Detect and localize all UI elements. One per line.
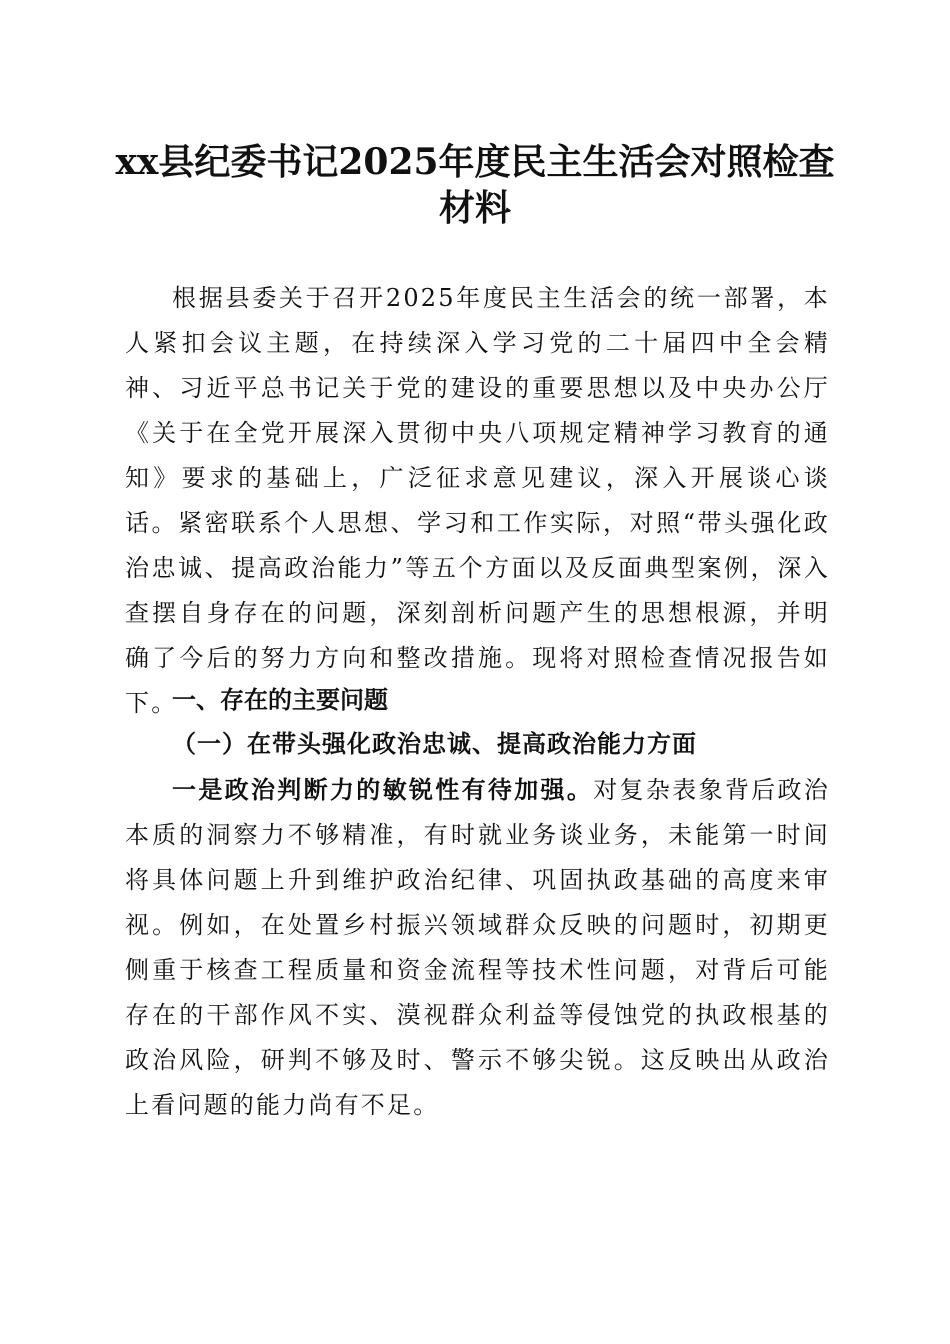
problem-point-1-body: 对复杂表象背后政治本质的洞察力不够精准，有时就业务谈业务，未能第一时间将具体问题上升到维护政治纪律、巩固执政基础的高度来审视。例如，在处置乡村振兴领域群众反映的问题时，初期更侧重于核查工程质量和资金流程等技术性问题，对背后可能存在的干部作风不实、漠视群众利益等侵蚀党的执政根基的政治风险，研判不够及时、警示不够尖锐。这反映出从政治上看问题的能力尚有不足。 (125, 776, 830, 1119)
problem-point-1-lead: 一是政治判断力的敏锐性有待加强。 (172, 775, 594, 804)
subsection-heading-political-loyalty: （一）在带头强化政治忠诚、提高政治能力方面 (172, 729, 697, 758)
section-heading-main-problems: 一、存在的主要问题 (172, 686, 388, 714)
document-title-line2: 材料 (438, 187, 511, 229)
intro-paragraph: 根据县委关于召开2025年度民主生活会的统一部署，本人紧扣会议主题，在持续深入学习党的二十届四中全会精神、习近平总书记关于党的建设的重要思想以及中央办公厅《关于在全党开展深入贯彻中央八项规定精神学习教育的通知》要求的基础上，广泛征求意见建议，深入开展谈心谈话。紧密联系个人思想、学习和工作实际，对照“带头强化政治忠诚、提高政治能力”等五个方面以及反面典型案例，深入查摆自身存在的问题，深刻剖析问题产生的思想根源，并明确了今后的努力方向和整改措施。现将对照检查情况报告如下。 (125, 284, 830, 717)
problem-point-1 (125, 767, 830, 1128)
document-title-line1: xx县纪委书记2025年度民主生活会对照检查 (115, 141, 835, 183)
